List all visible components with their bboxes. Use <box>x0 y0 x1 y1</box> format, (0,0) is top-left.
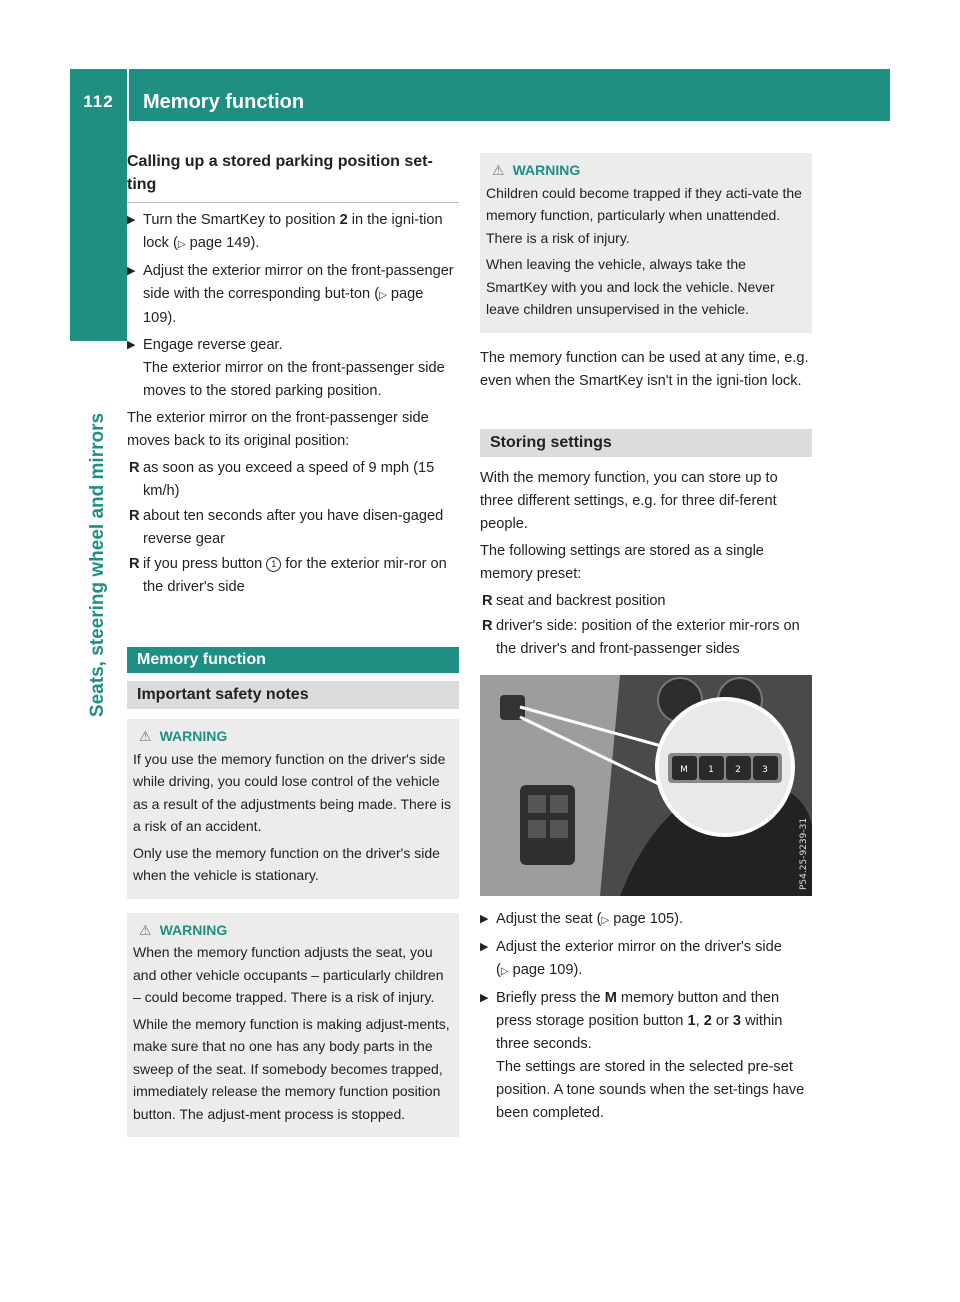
memory-button-3: 3 <box>762 764 768 775</box>
step-arrow-icon: ▶ <box>480 912 489 925</box>
step-1: ▶ Adjust the seat (▷ page 105). <box>480 908 812 932</box>
page-link[interactable]: page 105 <box>613 910 675 927</box>
page-ref-icon: ▷ <box>601 914 610 926</box>
header-divider <box>127 69 129 121</box>
warning-box: ⚠ WARNING Children could become trapped if they acti-vate the memory function, particularly when unattended. There is a risk of injury. When leaving the vehicle, always take the SmartKey with you and lock the vehicle. Never leave children unsupervised in the vehicle. <box>480 153 812 333</box>
warning-box: ⚠ WARNING If you use the memory function on the driver's side while driving, you could lose control of the vehicle as a result of the adjustments being made. There is a risk of an accident. Only use the memory function on the driver's side when the vehicle is stationary. <box>127 719 459 899</box>
warning-box: ⚠ WARNING When the memory function adjusts the seat, you and other vehicle occupants – particularly children – could become trapped. There is a risk of injury. While the memory function is making adjust-ments, make sure that no one has any body parts in the sweep of the seat. If somebody becomes trapped, immediately release the memory function position button. The adjust-ment process is stopped. <box>127 913 459 1138</box>
page-header <box>70 69 890 121</box>
page-link[interactable]: page 109 <box>512 961 574 978</box>
step-arrow-icon: ▶ <box>127 214 136 226</box>
page-link[interactable]: page 109 <box>143 286 424 326</box>
paragraph: With the memory function, you can store up to three different settings, e.g. for three dif-ferent people. <box>480 469 778 532</box>
memory-buttons-photo <box>480 675 812 896</box>
page-ref-icon: ▷ <box>379 290 387 301</box>
step-2: ▶ Adjust the exterior mirror on the driver's side (▷ page 109). <box>480 936 812 983</box>
page-title: Memory function <box>143 91 305 113</box>
bullet-icon: R <box>129 508 140 524</box>
step-arrow-icon: ▶ <box>127 339 136 351</box>
section-side-label: Seats, steering wheel and mirrors <box>87 412 108 718</box>
bullet-icon: R <box>129 460 140 476</box>
bullet-icon: R <box>482 592 493 609</box>
warning-icon: ⚠ <box>139 728 152 744</box>
page-link[interactable]: page 149 <box>189 235 251 251</box>
list-item: R driver's side: position of the exterior mir-rors on the driver's and front-passenger sides <box>480 615 812 661</box>
list-item: R if you press button 1 for the exterior mir-ror on the driver's side <box>127 553 459 599</box>
memory-function-heading: Memory function <box>127 647 459 673</box>
warning-icon: ⚠ <box>139 921 152 938</box>
calling-up-heading: Calling up a stored parking position set-ting <box>127 150 459 203</box>
memory-button-1: 1 <box>708 764 714 775</box>
right-column <box>480 153 812 1129</box>
step-3: ▶ Engage reverse gear. The exterior mirror on the front-passenger side moves to the stored parking position. <box>127 334 459 403</box>
bullet-icon: R <box>482 617 493 634</box>
step-2: ▶ Adjust the exterior mirror on the front-passenger side with the corresponding but-ton (▷ page 109). <box>127 260 459 330</box>
paragraph: The exterior mirror on the front-passenger side moves back to its original position: <box>127 410 429 449</box>
list-item: R seat and backrest position <box>480 590 812 613</box>
bullet-icon: R <box>129 556 140 572</box>
step-arrow-icon: ▶ <box>480 991 489 1004</box>
callout-1-icon: 1 <box>266 557 281 572</box>
page-ref-icon: ▷ <box>177 239 186 250</box>
step-arrow-icon: ▶ <box>480 940 489 953</box>
left-column <box>127 150 459 1151</box>
paragraph: The following settings are stored as a single memory preset: <box>480 542 764 582</box>
image-code: P54.25-9239-31 <box>799 817 809 890</box>
page-ref-icon: ▷ <box>500 965 509 977</box>
step-3: ▶ Briefly press the M memory button and then press storage position button 1, 2 or 3 within three seconds. The settings are stored in the selected pre-set position. A tone sounds when the set-tings have been completed. <box>480 987 812 1125</box>
safety-notes-heading: Important safety notes <box>127 681 459 709</box>
page-number: 112 <box>83 92 114 111</box>
door-panel-illustration <box>480 675 812 896</box>
memory-button-m: M <box>680 764 688 775</box>
step-arrow-icon: ▶ <box>127 265 136 277</box>
list-item: R as soon as you exceed a speed of 9 mph (15 km/h) <box>127 457 459 503</box>
step-1: ▶ Turn the SmartKey to position 2 in the igni-tion lock (▷ page 149). <box>127 209 459 256</box>
side-tab <box>70 121 127 341</box>
list-item: R about ten seconds after you have disen-gaged reverse gear <box>127 505 459 551</box>
warning-icon: ⚠ <box>492 162 505 178</box>
memory-button-2: 2 <box>735 764 741 775</box>
paragraph: The memory function can be used at any time, e.g. even when the SmartKey isn't in the igni-tion lock. <box>480 349 809 389</box>
storing-settings-heading: Storing settings <box>480 429 812 457</box>
